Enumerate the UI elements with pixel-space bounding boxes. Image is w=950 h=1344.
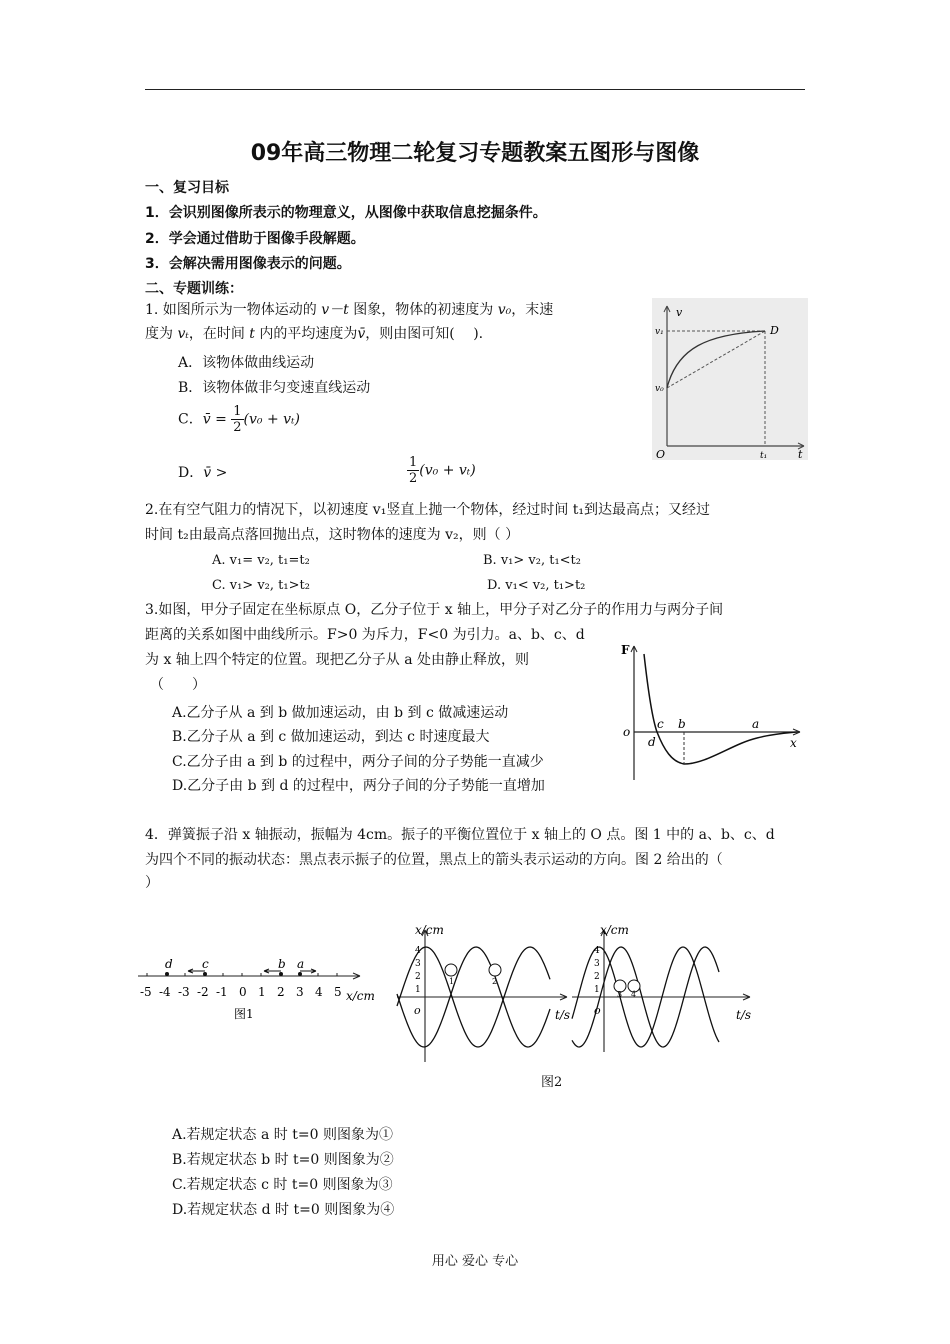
fig1-unit-label: x/cm xyxy=(346,989,375,1003)
objective-2: 2．学会通过借助于图像手段解题。 xyxy=(145,231,365,247)
q4-figure2-right xyxy=(570,922,755,1064)
q4-figure2-left xyxy=(395,922,570,1064)
fig1-tick-label: 5 xyxy=(334,985,342,999)
q3-option-a: A.乙分子从 a 到 b 做加速运动，由 b 到 c 做减速运动 xyxy=(172,705,509,721)
q3-line4: （ ） xyxy=(150,677,206,693)
fig1-state-b-dot xyxy=(279,972,283,976)
fig1-state-d-label: d xyxy=(165,957,173,971)
q3-force-curve xyxy=(644,654,797,764)
fig2l-y-label: x/cm xyxy=(415,923,444,937)
q1-t-label: t xyxy=(798,448,803,460)
q1-line1: 1. 如图所示为一物体运动的 v－t 图象，物体的初速度为 v₀，末速 xyxy=(145,302,554,318)
q3-option-d: D.乙分子由 b 到 d 的过程中，两分子间的分子势能一直增加 xyxy=(172,778,545,794)
q3-x-label: x xyxy=(790,736,797,750)
fig2l-marker-2-label: 2 xyxy=(492,977,498,986)
fig1-state-d-dot xyxy=(165,972,169,976)
fig2l-ytick-4: 4 xyxy=(415,946,421,956)
q1-origin-label: O xyxy=(656,448,666,460)
q4-option-c: C.若规定状态 c 时 t=0 则图象为③ xyxy=(172,1177,393,1193)
fig2r-t-label: t/s xyxy=(736,1008,752,1022)
q1-option-b: B．该物体做非匀变速直线运动 xyxy=(178,380,371,396)
fig2r-ytick-3: 3 xyxy=(594,959,600,969)
fig1-caption: 图1 xyxy=(234,1007,254,1021)
fig2r-ytick-2: 2 xyxy=(594,972,600,982)
q3-c-label: c xyxy=(657,717,664,731)
fig1-state-b-label: b xyxy=(278,957,286,971)
fig1-tick-label: 1 xyxy=(258,985,266,999)
page-footer: 用心 爱心 专心 xyxy=(431,1254,519,1269)
q2-option-c: C. v₁> v₂, t₁>t₂ xyxy=(212,578,310,593)
fig1-tick-label: -3 xyxy=(178,985,190,999)
q3-origin-label: o xyxy=(623,725,631,739)
q1-v0-label: v₀ xyxy=(655,384,664,394)
q3-line1: 3.如图，甲分子固定在坐标原点 O，乙分子位于 x 轴上，甲分子对乙分子的作用力与两分子间 xyxy=(145,602,724,618)
q1-option-d: D．v̄ > xyxy=(178,465,228,481)
q4-option-b: B.若规定状态 b 时 t=0 则图象为② xyxy=(172,1152,394,1168)
q4-line1: 4．弹簧振子沿 x 轴振动，振幅为 4cm。振子的平衡位置位于 x 轴上的 O 点。图 1 中的 a、b、c、d xyxy=(145,827,775,843)
q3-a-label: a xyxy=(752,717,760,731)
fig2l-marker-2 xyxy=(489,964,501,976)
fig1-state-a-label: a xyxy=(297,957,305,971)
q4-line2: 为四个不同的振动状态：黑点表示振子的位置，黑点上的箭头表示运动的方向。图 2 给出的（ xyxy=(145,852,723,868)
fig1-state-a-dot xyxy=(298,972,302,976)
objective-1: 1．会识别图像所表示的物理意义，从图像中获取信息挖掘条件。 xyxy=(145,205,547,221)
fig2l-ytick-3: 3 xyxy=(415,959,421,969)
q3-line3: 为 x 轴上四个特定的位置。现把乙分子从 a 处由静止释放，则 xyxy=(145,652,530,668)
q1-graph-background xyxy=(652,298,808,460)
section2-heading: 二、专题训练： xyxy=(145,281,243,297)
q1-point-d-label: D xyxy=(770,324,779,337)
q3-option-b: B.乙分子从 a 到 c 做加速运动，到达 c 时速度最大 xyxy=(172,729,490,745)
fig1-tick-label: -4 xyxy=(159,985,171,999)
q1-d-expression: $\frac{1}{2}$ (v₀ + vₜ) xyxy=(409,455,476,486)
fig1-tick-label: -5 xyxy=(140,985,152,999)
q2-line2: 时间 t₂由最高点落回抛出点，这时物体的速度为 v₂，则（ ） xyxy=(145,527,520,543)
q2-option-d: D. v₁< v₂, t₁>t₂ xyxy=(487,578,586,593)
fig2r-origin: o xyxy=(594,1004,601,1017)
q1-vt-graph xyxy=(652,298,808,460)
q1-v1-label: v₁ xyxy=(655,327,664,337)
q4-line3: ） xyxy=(145,875,159,891)
fig1-tick-label: 0 xyxy=(239,985,247,999)
fig2l-marker-1-label: 1 xyxy=(449,977,455,986)
page-title: 09年高三物理二轮复习专题教案五图形与图像 xyxy=(250,141,700,166)
objective-3: 3．会解决需用图像表示的问题。 xyxy=(145,256,351,272)
fig2r-ytick-1: 1 xyxy=(594,985,600,995)
q4-figure1 xyxy=(138,950,388,1025)
fig2l-ytick-2: 2 xyxy=(415,972,421,982)
fig1-state-c-dot xyxy=(203,972,207,976)
q1-option-a: A．该物体做曲线运动 xyxy=(178,355,315,371)
q3-force-graph xyxy=(612,640,806,782)
fig2r-ytick-4: 4 xyxy=(594,946,600,956)
q3-option-c: C.乙分子由 a 到 b 的过程中，两分子间的分子势能一直减少 xyxy=(172,754,544,770)
fig2r-y-label: x/cm xyxy=(600,923,629,937)
q3-b-label: b xyxy=(678,717,686,731)
header-rule xyxy=(145,89,805,90)
fig1-tick-label: -2 xyxy=(197,985,209,999)
q1-v-label: v xyxy=(676,306,683,319)
q1-line2: 度为 vₜ，在时间 t 内的平均速度为v̄，则由图可知( ). xyxy=(145,326,484,342)
fig2-caption: 图2 xyxy=(541,1075,563,1090)
fig2r-marker-4-label: 4 xyxy=(631,990,637,999)
fig2l-marker-1 xyxy=(445,964,457,976)
fig2r-marker-3-label: 3 xyxy=(617,990,623,999)
fig1-tick-label: -1 xyxy=(216,985,228,999)
q2-option-b: B. v₁> v₂, t₁<t₂ xyxy=(483,553,581,568)
fig1-tick-label: 4 xyxy=(315,985,323,999)
q1-t1-label: t₁ xyxy=(760,451,768,460)
fig1-state-c-label: c xyxy=(202,957,209,971)
fig2l-t-label: t/s xyxy=(555,1008,570,1022)
section1-heading: 一、复习目标 xyxy=(145,180,229,196)
q1-option-c: C．v̄ = $\frac{1}{2}$ (v₀ + vₜ) xyxy=(178,404,300,435)
q1-c-fraction: $\frac{1}{2}$ xyxy=(233,404,242,435)
fig1-tick-label: 3 xyxy=(296,985,304,999)
fig1-tick-label: 2 xyxy=(277,985,285,999)
q4-option-d: D.若规定状态 d 时 t=0 则图象为④ xyxy=(172,1202,395,1218)
fig2l-origin: o xyxy=(414,1004,421,1017)
q2-option-a: A. v₁= v₂, t₁=t₂ xyxy=(212,553,310,568)
q3-line2: 距离的关系如图中曲线所示。F>0 为斥力，F<0 为引力。a、b、c、d xyxy=(145,627,585,643)
q3-d-label: d xyxy=(648,735,656,749)
q3-f-label: F xyxy=(621,643,630,657)
fig2l-ytick-1: 1 xyxy=(415,985,421,995)
q4-option-a: A.若规定状态 a 时 t=0 则图象为① xyxy=(172,1127,393,1143)
q2-line1: 2.在有空气阻力的情况下，以初速度 v₁竖直上抛一个物体，经过时间 t₁到达最高点；又经过 xyxy=(145,502,711,518)
